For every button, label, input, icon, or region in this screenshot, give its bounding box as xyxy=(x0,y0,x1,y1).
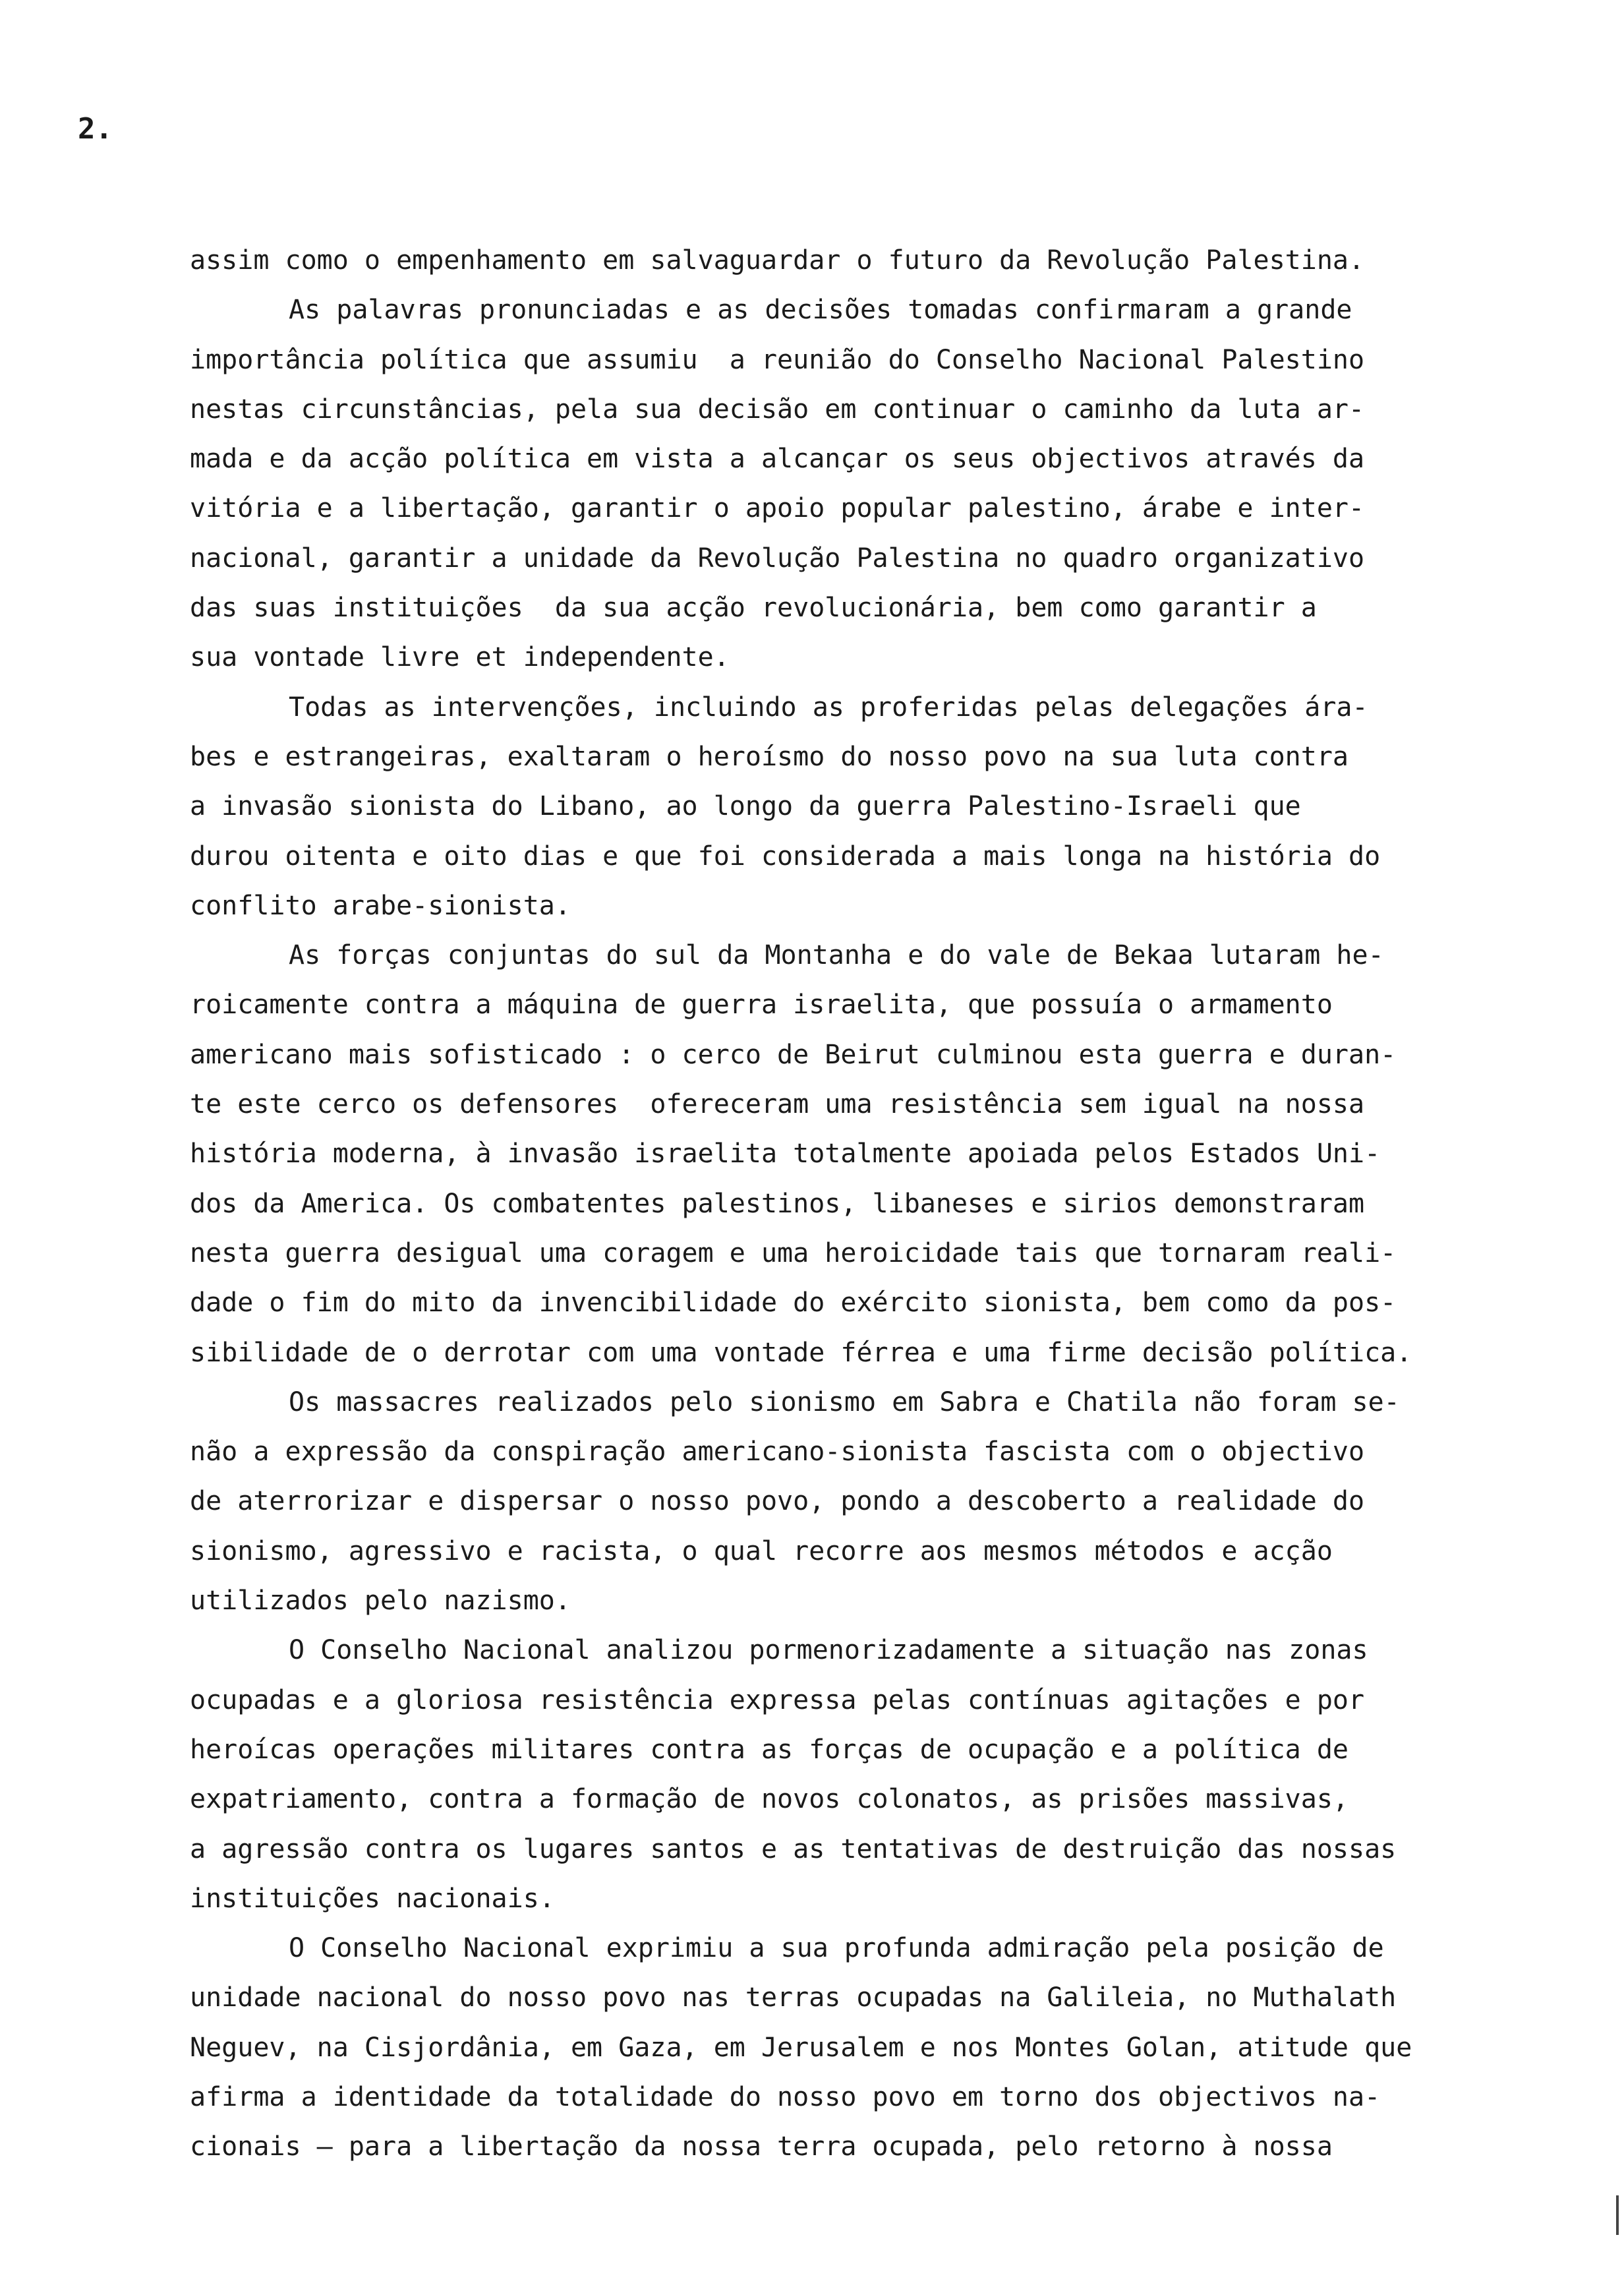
text-line: instituições nacionais. xyxy=(190,1883,555,1914)
text-line: cionais — para a libertação da nossa terra ocupada, pelo retorno à nossa xyxy=(190,2131,1333,2162)
text-line: ocupadas e a gloriosa resistência expressa pelas contínuas agitações e por xyxy=(190,1684,1365,1715)
text-line: te este cerco os defensores ofereceram uma resistência sem igual na nossa xyxy=(190,1089,1365,1120)
text-line: durou oitenta e oito dias e que foi considerada a mais longa na história do xyxy=(190,841,1381,872)
text-line: bes e estrangeiras, exaltaram o heroísmo do nosso povo na sua luta contra xyxy=(190,741,1348,772)
page-number: 2. xyxy=(78,112,113,146)
text-line: Os massacres realizados pelo sionismo em Sabra e Chatila não foram se- xyxy=(289,1386,1400,1417)
text-line: Neguev, na Cisjordânia, em Gaza, em Jerusalem e nos Montes Golan, atitude que xyxy=(190,2032,1412,2063)
text-line: sibilidade de o derrotar com uma vontade férrea e uma firme decisão política. xyxy=(190,1337,1412,1368)
text-line: de aterrorizar e dispersar o nosso povo, pondo a descoberto a realidade do xyxy=(190,1486,1365,1517)
text-line: As forças conjuntas do sul da Montanha e do vale de Bekaa lutaram he- xyxy=(289,940,1384,971)
text-line: conflito arabe-sionista. xyxy=(190,890,571,921)
text-line: das suas instituições da sua acção revolucionária, bem como garantir a xyxy=(190,593,1317,624)
scan-edge-mark xyxy=(1616,2195,1619,2235)
text-line: americano mais sofisticado : o cerco de Beirut culminou esta guerra e duran- xyxy=(190,1039,1397,1070)
text-line: roicamente contra a máquina de guerra israelita, que possuía o armamento xyxy=(190,990,1333,1021)
text-line: utilizados pelo nazismo. xyxy=(190,1586,571,1617)
text-line: nacional, garantir a unidade da Revolução Palestina no quadro organizativo xyxy=(190,543,1365,574)
body-text xyxy=(190,236,1449,2172)
text-line: não a expressão da conspiração americano-sionista fascista com o objectivo xyxy=(190,1437,1365,1468)
text-line: nesta guerra desigual uma coragem e uma heroicidade tais que tornaram reali- xyxy=(190,1237,1397,1268)
text-line: As palavras pronunciadas e as decisões tomadas confirmaram a grande xyxy=(289,295,1352,326)
text-line: nestas circunstâncias, pela sua decisão em continuar o caminho da luta ar- xyxy=(190,394,1365,425)
text-line: afirma a identidade da totalidade do nosso povo em torno dos objectivos na- xyxy=(190,2081,1381,2112)
text-line: a invasão sionista do Libano, ao longo da guerra Palestino-Israeli que xyxy=(190,791,1301,822)
text-line: Todas as intervenções, incluindo as proferidas pelas delegações ára- xyxy=(289,692,1368,723)
text-line: história moderna, à invasão israelita totalmente apoiada pelos Estados Uni- xyxy=(190,1139,1381,1170)
text-line: O Conselho Nacional analizou pormenorizadamente a situação nas zonas xyxy=(289,1635,1368,1666)
text-line: heroícas operações militares contra as forças de ocupação e a política de xyxy=(190,1734,1348,1765)
text-line: assim como o empenhamento em salvaguardar o futuro da Revolução Palestina. xyxy=(190,245,1365,276)
text-line: dos da America. Os combatentes palestinos, libaneses e sirios demonstraram xyxy=(190,1188,1365,1219)
text-line: mada e da acção política em vista a alcançar os seus objectivos através da xyxy=(190,444,1365,475)
text-line: importância política que assumiu a reunião do Conselho Nacional Palestino xyxy=(190,344,1365,375)
text-line: vitória e a libertação, garantir o apoio popular palestino, árabe e inter- xyxy=(190,493,1365,524)
text-line: sionismo, agressivo e racista, o qual recorre aos mesmos métodos e acção xyxy=(190,1535,1333,1566)
text-line: O Conselho Nacional exprimiu a sua profunda admiração pela posição de xyxy=(289,1933,1384,1964)
text-line: dade o fim do mito da invencibilidade do exército sionista, bem como da pos- xyxy=(190,1288,1397,1319)
text-line: expatriamento, contra a formação de novos colonatos, as prisões massivas, xyxy=(190,1784,1348,1815)
text-line: unidade nacional do nosso povo nas terras ocupadas na Galileia, no Muthalath xyxy=(190,1982,1397,2013)
text-line: a agressão contra os lugares santos e as tentativas de destruição das nossas xyxy=(190,1833,1397,1864)
text-line: sua vontade livre et independente. xyxy=(190,642,730,673)
